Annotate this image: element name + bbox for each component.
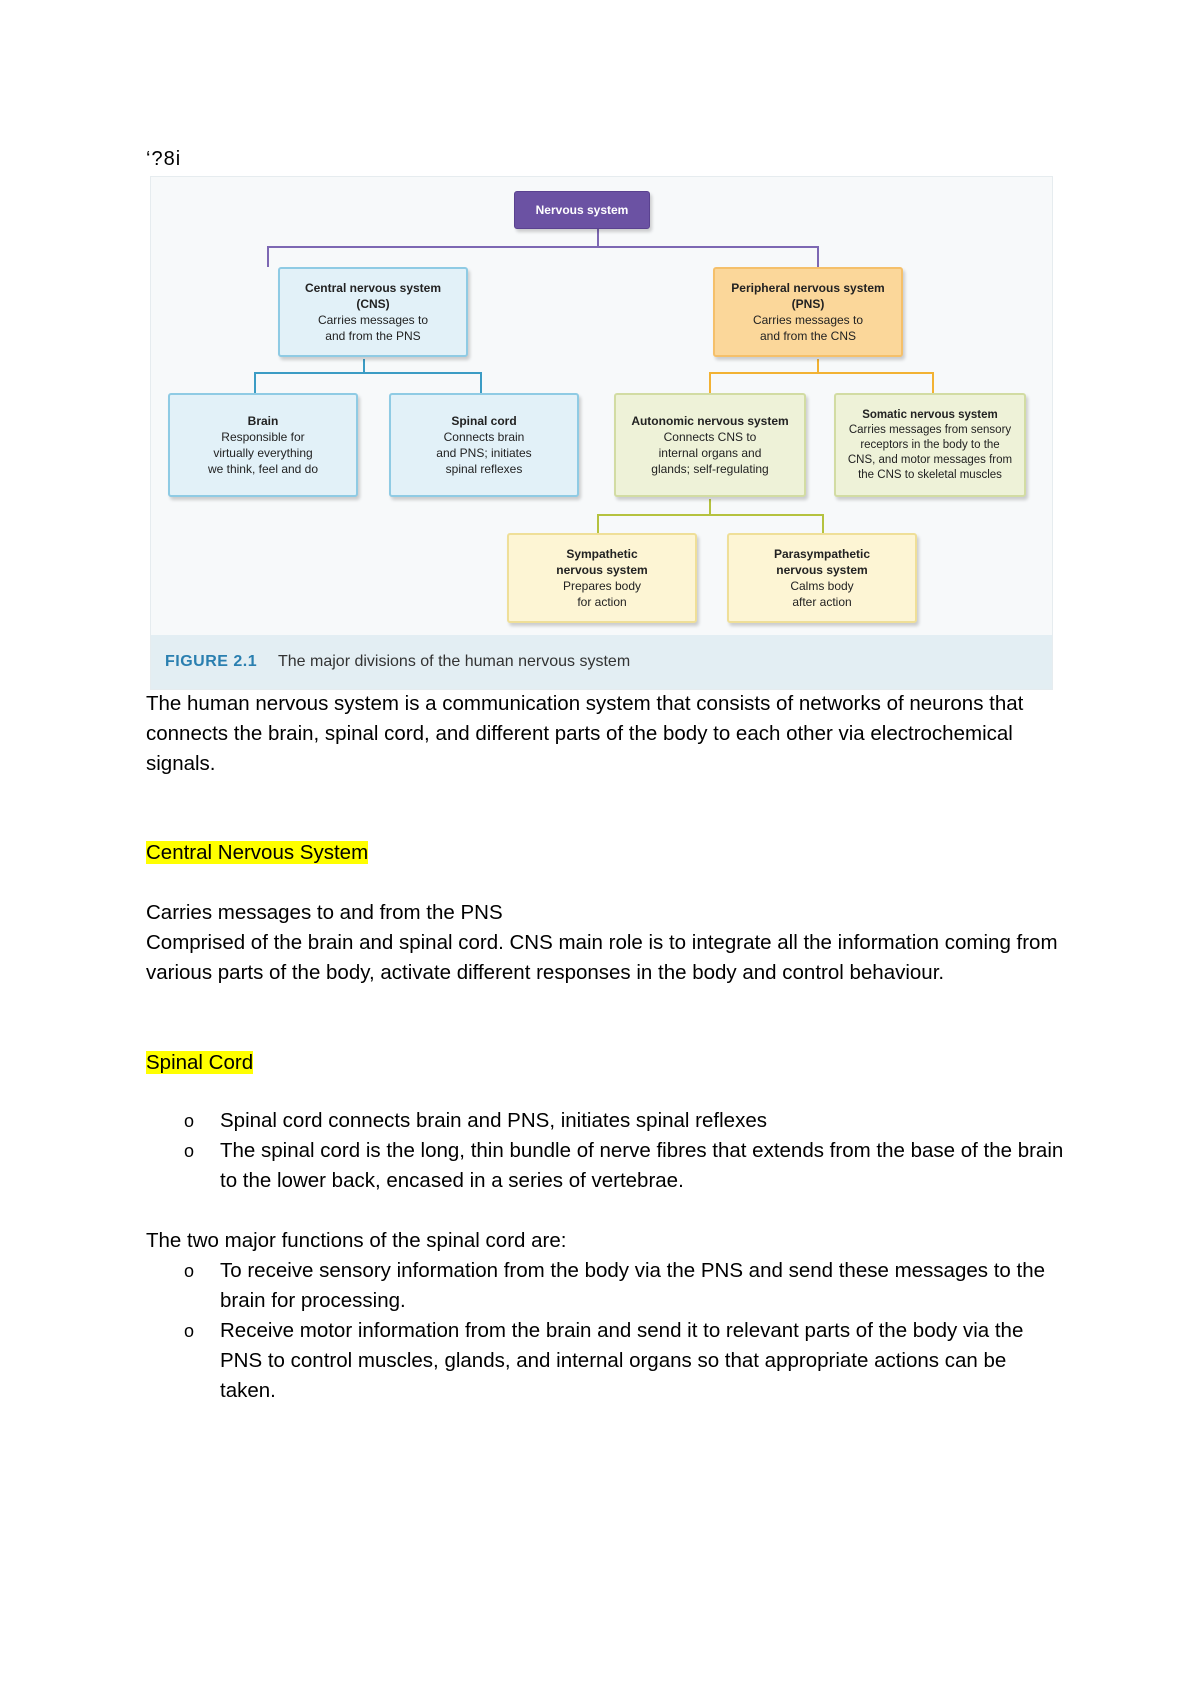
- node-desc: internal organs and: [658, 446, 762, 460]
- bullet-marker: o: [184, 1261, 195, 1281]
- intro-paragraph: The human nervous system is a communication system that consists of networks of neurons that connects the brain, spinal cord, and different parts of the body to each other via electrochemical signals.: [146, 692, 1024, 775]
- node-title-2: (PNS): [791, 297, 825, 311]
- functions-list: [146, 1256, 1066, 1406]
- node-title-2: nervous system: [556, 563, 648, 577]
- node-desc: Prepares body: [562, 579, 642, 593]
- node-desc: Carries messages from sensory: [848, 423, 1012, 436]
- list-item: [146, 1256, 1066, 1316]
- bullet-text: To receive sensory information from the body via the PNS and send these messages to the brain for processing.: [220, 1259, 1045, 1312]
- node-desc: CNS, and motor messages from: [847, 453, 1013, 466]
- caption-text: The major divisions of the human nervous system: [278, 653, 631, 670]
- node-desc: and from the CNS: [759, 329, 857, 343]
- cns-line-2: Comprised of the brain and spinal cord. CNS main role is to integrate all the information coming from various parts of the body, activate different responses in the body and control behaviour.: [146, 931, 1058, 984]
- node-desc: spinal reflexes: [445, 462, 523, 476]
- node-desc: for action: [577, 595, 627, 609]
- root-connector: [268, 229, 818, 267]
- node-title: Central nervous system: [304, 281, 442, 295]
- caption-number: FIGURE 2.1: [165, 653, 258, 670]
- spinal-heading: Spinal Cord: [146, 1051, 254, 1074]
- bullet-marker: o: [184, 1321, 195, 1341]
- node-desc: and from the PNS: [325, 329, 421, 343]
- node-title: Somatic nervous system: [862, 408, 998, 421]
- header-mark: ‘?8i: [146, 148, 182, 170]
- list-item: [146, 1106, 1066, 1136]
- node-desc: Carries messages to: [752, 313, 864, 327]
- node-nervous-system: [514, 191, 650, 229]
- bullet-text: The spinal cord is the long, thin bundle of nerve fibres that extends from the base of the brain to the lower back, encased in a series of vertebrae.: [220, 1139, 1064, 1192]
- node-parasympathetic: [727, 533, 917, 623]
- node-title: Autonomic nervous system: [631, 414, 789, 428]
- list-item: [146, 1136, 1066, 1196]
- node-brain: [168, 393, 358, 497]
- node-desc: Connects CNS to: [663, 430, 757, 444]
- node-title: Nervous system: [535, 203, 629, 217]
- spinal-bullet-list: [146, 1106, 1066, 1196]
- node-title: Brain: [247, 414, 279, 428]
- functions-intro: The two major functions of the spinal cord are:: [146, 1229, 567, 1252]
- node-spinal-cord: [389, 393, 579, 497]
- bullet-marker: o: [184, 1111, 195, 1131]
- cns-heading-line: [146, 838, 1066, 868]
- node-title: Peripheral nervous system: [731, 281, 885, 295]
- figure-caption: [151, 635, 1052, 689]
- node-somatic: [834, 393, 1026, 497]
- nervous-system-figure: [150, 176, 1053, 690]
- list-item: [146, 1316, 1066, 1406]
- spinal-heading-line: [146, 1048, 1066, 1078]
- node-autonomic: [614, 393, 806, 497]
- node-title: Sympathetic: [566, 547, 638, 561]
- bullet-text: Receive motor information from the brain and send it to relevant parts of the body via the PNS to control muscles, glands, and internal organs so that appropriate actions can be taken.: [220, 1319, 1024, 1402]
- node-title: Parasympathetic: [773, 547, 871, 561]
- node-desc: receptors in the body to the: [860, 438, 1000, 451]
- cns-line-1: Carries messages to and from the PNS: [146, 901, 503, 924]
- cns-connector: [255, 359, 481, 393]
- node-desc: the CNS to skeletal muscles: [858, 468, 1002, 481]
- node-desc: after action: [792, 595, 852, 609]
- bullet-marker: o: [184, 1141, 195, 1161]
- node-desc: Responsible for: [221, 430, 305, 444]
- pns-connector: [710, 359, 933, 393]
- node-desc: Calms body: [790, 579, 854, 593]
- node-desc: Connects brain: [443, 430, 525, 444]
- bullet-text: Spinal cord connects brain and PNS, initiates spinal reflexes: [220, 1109, 767, 1132]
- node-pns: [713, 267, 903, 357]
- node-sympathetic: [507, 533, 697, 623]
- node-desc: glands; self-regulating: [651, 462, 769, 476]
- node-title-2: (CNS): [356, 297, 390, 311]
- node-desc: and PNS; initiates: [436, 446, 532, 460]
- cns-heading: Central Nervous System: [146, 841, 369, 864]
- node-title: Spinal cord: [451, 414, 517, 428]
- node-desc: Carries messages to: [317, 313, 429, 327]
- node-desc: virtually everything: [213, 446, 313, 460]
- node-desc: we think, feel and do: [207, 462, 319, 476]
- autonomic-connector: [598, 499, 823, 533]
- node-title-2: nervous system: [776, 563, 868, 577]
- node-cns: [278, 267, 468, 357]
